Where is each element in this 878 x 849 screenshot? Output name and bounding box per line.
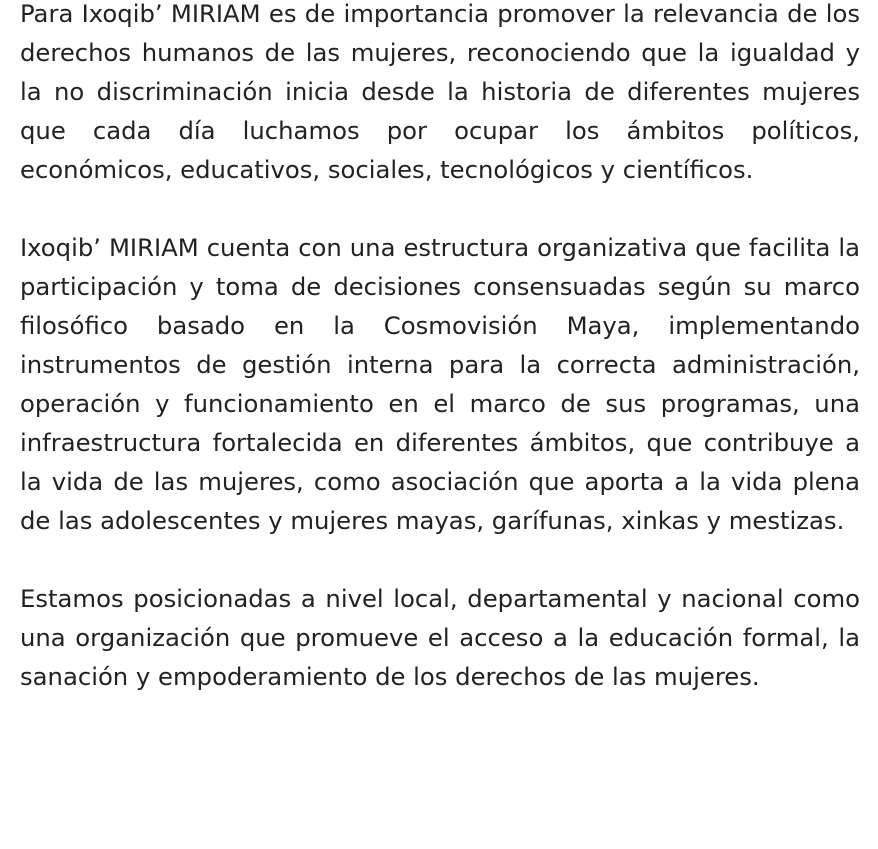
about-text-block — [20, 0, 860, 735]
paragraph-positioning: Estamos posicionadas a nivel local, departamental y nacional como una organización que promueve el acceso a la educación formal, la sanación y empoderamiento de los derechos de las mujeres. — [20, 584, 860, 691]
paragraph-importance: Para Ixoqib’ MIRIAM es de importancia promover la relevancia de los derechos humanos de las mujeres, reconociendo que la igualdad y la no discriminación inicia desde la historia de diferentes mujeres que cada día luchamos por ocupar los ámbitos políticos, económicos, educativos, sociales, tecnológicos y científicos. — [20, 0, 860, 184]
paragraph-structure: Ixoqib’ MIRIAM cuenta con una estructura organizativa que facilita la participación y toma de decisiones consensuadas según su marco filosófico basado en la Cosmovisión Maya, implementando instrumentos de gestión interna para la correcta administración, operación y funcionamiento en el marco de sus programas, una infraestructura fortalecida en diferentes ámbitos, que contribuye a la vida de las mujeres, como asociación que aporta a la vida plena de las adolescentes y mujeres mayas, garífunas, xinkas y mestizas. — [20, 233, 860, 535]
